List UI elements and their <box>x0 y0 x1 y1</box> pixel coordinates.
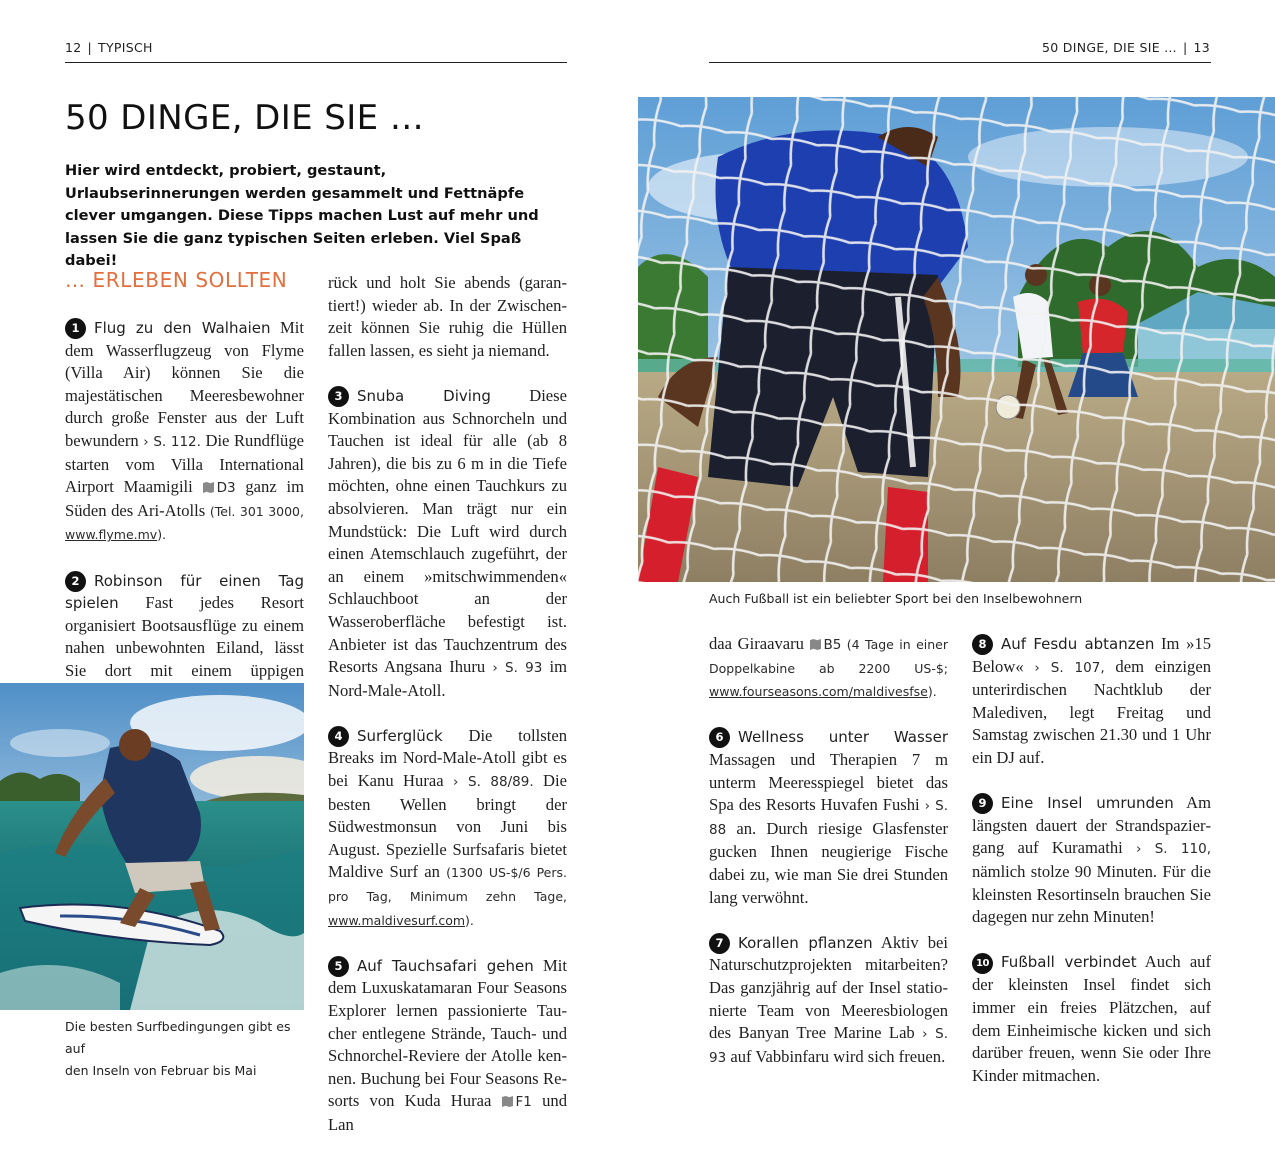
tip-text-8b: dem einzigen unterirdischen Nachtklub der Malediven, legt Freitag und Samstag zwischen 21.30 und 1 Uhr ein DJ auf. <box>972 656 1211 767</box>
website-link-part-1: www.foursea <box>709 684 790 700</box>
tip-text-7a: Aktiv bei Naturschutzprojekten mitarbeiten? Das ganzjährig auf der Insel stationierte Team von Meeresbiologen des Banyan Tree Marine Lab <box>709 932 949 1043</box>
tip-9 <box>972 792 1211 929</box>
tip-7 <box>709 932 948 1070</box>
map-icon <box>810 639 821 650</box>
page-reference: › S. 88/89. <box>453 774 534 791</box>
map-reference: B5 <box>823 637 842 653</box>
tip-title-2: Robinson für einen Tag spielen <box>65 571 304 613</box>
column-2 <box>328 272 567 1159</box>
tip-detail-4b: ). <box>465 912 474 928</box>
football-caption: Auch Fußball ist ein beliebter Sport bei den Inselbewohnern <box>709 591 1083 606</box>
section-heading: … ERLEBEN SOLLTEN <box>65 268 288 292</box>
tip-text-10a: Auch auf der kleinsten Insel findet sich immer ein freies Plätzchen, auf dem Einheimische kicken und sich darüber freuen, wenn Sie oder Ihre Kinder mitmachen. <box>972 952 1212 1085</box>
tip-text-5a: Mit dem Luxuskatamaran Four Seasons Explorer lernen passionierte Taucher entlegene Strände, Tauch- und Schnorchel-Reviere der Atolle kennen. Buchung bei Four Seasons Resorts von Kuda Huraa <box>328 955 568 1111</box>
map-icon <box>203 482 214 493</box>
page-reference: › S. 110, <box>1136 841 1211 858</box>
right-header-title: 50 DINGE, DIE SIE … <box>1042 40 1177 55</box>
page-title: 50 DINGE, DIE SIE … <box>65 98 425 138</box>
map-reference: F1 <box>515 1094 532 1111</box>
column-1 <box>65 317 304 728</box>
tip-title-6: Wellness unter Wasser <box>738 728 948 747</box>
tip-number-1: 1 <box>65 318 86 339</box>
map-icon <box>502 1096 513 1107</box>
tip-title-10: Fußball verbindet <box>1001 953 1137 972</box>
tip-number-3: 3 <box>328 386 349 407</box>
page-reference: › S. 93 <box>492 660 543 677</box>
tip-text-9a: Am längsten dauert der Strandspaziergang auf Kuramathi <box>972 793 1211 858</box>
tip-number-8: 8 <box>972 634 993 655</box>
tip-1 <box>65 317 304 547</box>
left-header-separator: | <box>87 40 93 55</box>
right-running-header <box>1042 40 1210 55</box>
page-reference: › S. 93 <box>709 1026 948 1066</box>
page-reference: › S. 107, <box>1034 659 1105 676</box>
tip-text-8a: Im »15 Below« <box>972 634 1211 676</box>
tip-number-6: 6 <box>709 727 730 748</box>
tip-title-9: Eine Insel umrunden <box>1001 794 1174 813</box>
tip-text-1b: Die Rundflüge starten vom Villa International Airport Maamigili <box>65 430 305 497</box>
tip-number-9: 9 <box>972 793 993 814</box>
intro-paragraph: Hier wird entdeckt, probiert, gestaunt, Urlaubserinnerungen werden gesammelt und Fettnäpfe clever umgangen. Diese Tipps machen Lust auf mehr und lassen Sie die ganz typischen Seiten erleben. Viel Spaß dabei! <box>65 162 539 269</box>
tip-number-4: 4 <box>328 726 349 747</box>
left-running-header <box>65 40 153 55</box>
map-reference: D3 <box>216 480 236 497</box>
tip-8 <box>972 633 1211 770</box>
tip-text-5b: und Lan <box>328 1091 568 1134</box>
tip-text-1a: Mit dem Wasserflugzeug von Flyme (Villa Air) können Sie die majestätischen Meeresbewohner durch große Fenster aus der Luft bewundern <box>65 318 305 450</box>
tip-text-6b: an. Durch riesige Glasfenster gucken Ihnen neugierige Fische dabei zu, wie man Sie drei Stunden lang verwöhnt. <box>709 818 948 907</box>
tip-text-9b: nämlich stolze 90 Minuten. Für die kleinsten Resortinseln brauchen Sie dagegen nur zehn Minuten! <box>972 861 1211 927</box>
tip-3 <box>328 385 567 702</box>
tip-text-6a: Massagen und Therapien 7 m unterm Meeresspiegel bietet das Spa des Resorts Huvafen Fushi <box>709 749 948 815</box>
tip-title-1: Flug zu den Walhaien <box>94 319 271 337</box>
tip-title-4: Surferglück <box>357 726 443 745</box>
tip-5 <box>328 955 567 1137</box>
website-link[interactable] <box>709 684 928 699</box>
tip-title-7: Korallen pflanzen <box>738 933 873 952</box>
right-page-number: 13 <box>1193 40 1210 55</box>
website-link[interactable]: www.flyme.mv <box>65 527 158 543</box>
surf-photo <box>0 683 304 1010</box>
tip-number-10: 10 <box>972 953 993 974</box>
tip-4 <box>328 725 567 932</box>
tip-text-2b: rück und holt Sie abends (garantiert!) wieder ab. In der Zwischenzeit können Sie ruhig die Hüllen fallen lassen, es sieht ja niemand. <box>328 273 567 360</box>
tip-detail-1b: ). <box>157 527 167 543</box>
tip-2-continued <box>328 272 567 362</box>
tip-text-1c: ganz im Süden des Ari-Atolls <box>65 477 304 520</box>
tip-text-4a: Die tollsten Breaks im Nord-Male-Atoll gibt es bei Kanu Huraa <box>328 725 567 791</box>
tip-detail-5b: ). <box>927 684 937 700</box>
column-3 <box>709 633 948 1092</box>
tip-10 <box>972 951 1211 1087</box>
page-reference: › S. 88 <box>709 798 948 838</box>
right-header-separator: | <box>1182 40 1188 55</box>
tip-text-3a: Diese Kombination aus Schnorcheln und Tauchen ist ideal für alle (ab 8 Jahren), die bis zu 6 m in die Tiefe möchten, ohne einen Tauchkurs zu absolvieren. Man trägt nur ein Mundstück: Die Luft wird durch einen Atemschlauch zugeführt, der an einem »mitschwimmenden« Schlauchboot an der Wasseroberfläche befestigt ist. Anbieter ist das Tauchzentrum des Resorts Angsana Ihuru <box>328 385 567 677</box>
tip-number-2: 2 <box>65 571 86 592</box>
tip-detail-4a: (1300 US-$/6 Pers. pro Tag, Minimum zehn Tage, <box>328 865 567 905</box>
tip-text-3b: im Nord-Male-Atoll. <box>328 657 567 700</box>
tip-title-8: Auf Fesdu abtanzen <box>1001 635 1155 653</box>
tip-detail-5a: (4 Tage in einer Doppelkabine ab 2200 US-$; <box>709 637 948 676</box>
website-link-part-2: sons.com/maldivesfse <box>789 684 928 700</box>
tip-text-5c: daa Giraavaru <box>709 634 810 653</box>
football-photo <box>638 97 1275 582</box>
tip-number-7: 7 <box>709 933 730 954</box>
tip-text-7b: auf Vabbinfaru wird sich freuen. <box>726 1046 946 1066</box>
tip-6 <box>709 726 948 909</box>
surf-caption <box>65 1016 305 1082</box>
tip-5-continued <box>709 633 948 704</box>
tip-number-5: 5 <box>328 956 349 977</box>
surf-caption-line-1: Die besten Surfbedingungen gibt es auf <box>65 1019 291 1056</box>
right-header-rule <box>709 62 1211 63</box>
column-4 <box>972 633 1211 1110</box>
tip-text-4b: Die besten Wellen bringt der Südwestmonsun von Juni bis August. Spezielle Surfsafaris bietet Maldive Surf an <box>328 771 568 882</box>
tip-title-3: Snuba Diving <box>357 386 491 405</box>
left-header-rule <box>65 62 567 63</box>
left-section-label: TYPISCH <box>98 40 153 55</box>
tip-text-2a: Fast jedes Resort organisiert Bootsausflüge zu einem nahen unbewohnten Eiland, lässt Sie dort mit einem üppigen <box>65 593 304 680</box>
tip-title-5: Auf Tauchsafari gehen <box>357 956 534 975</box>
website-link[interactable]: www.maldivesurf.com <box>328 912 466 928</box>
tip-detail-1a: (Tel. 301 3000, <box>209 503 304 519</box>
left-page-number: 12 <box>65 40 82 55</box>
page-reference: › S. 112. <box>143 433 201 450</box>
surf-caption-line-2: den Inseln von Februar bis Mai <box>65 1063 257 1078</box>
